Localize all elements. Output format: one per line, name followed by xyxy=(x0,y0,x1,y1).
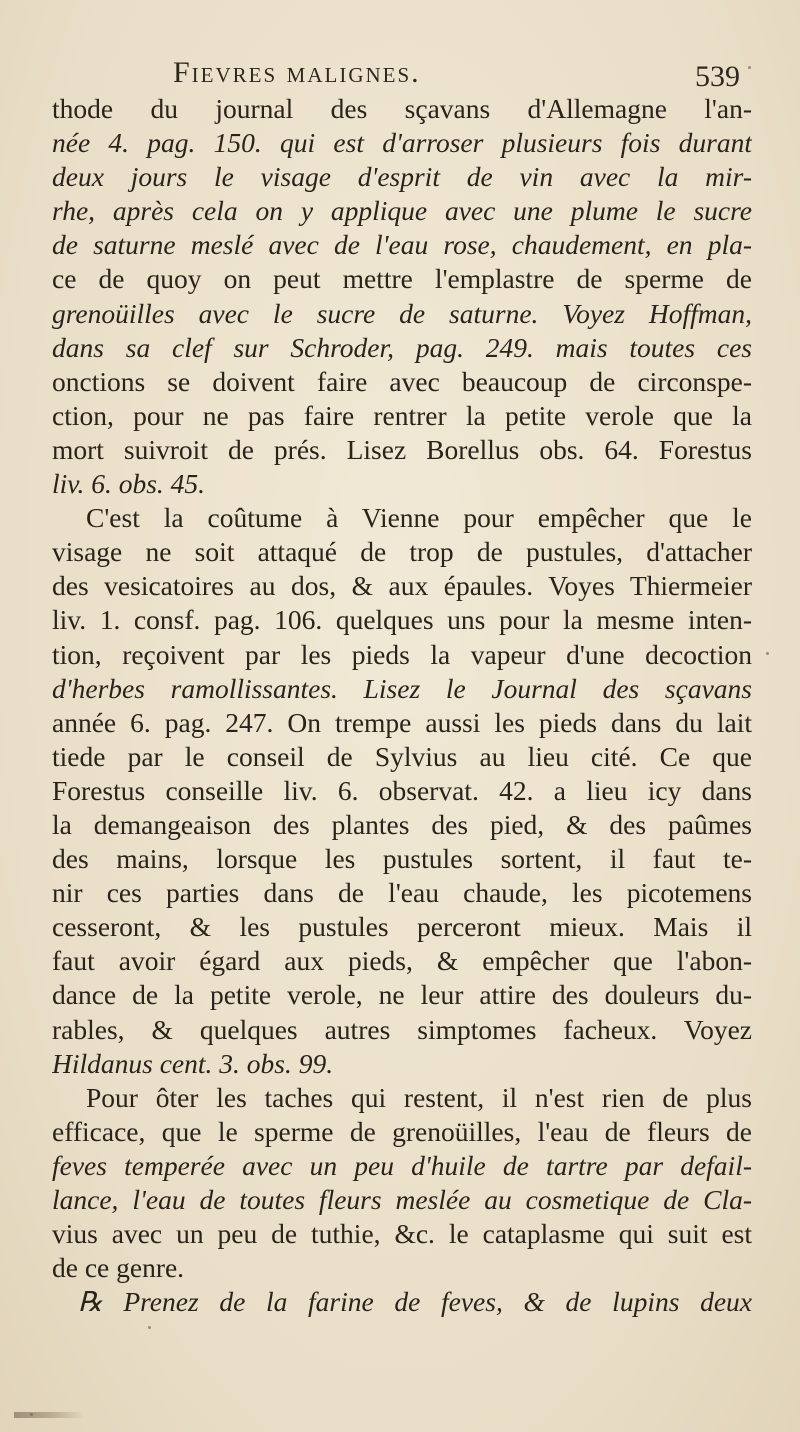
text-line: de ce genre. xyxy=(52,1252,185,1284)
text-line: liv. 1. consf. pag. 106. quelques uns pour la mesme inten- xyxy=(52,604,752,636)
text-line: ction, pour ne pas faire rentrer la petite verole que la xyxy=(52,399,752,431)
text-line: des vesicatoires au dos, & aux épaules. Voyes Thiermeier xyxy=(52,570,752,602)
page-number: 539 xyxy=(695,60,740,93)
text-line: rhe, après cela on y applique avec une plume le sucre xyxy=(52,195,752,227)
text-line: cesseront, & les pustules perceront mieux. Mais il xyxy=(52,911,752,943)
text-line: née 4. pag. 150. qui est d'arroser plusieurs fois durant xyxy=(52,127,752,159)
text-line: thode du journal des sçavans d'Allemagne l'an- xyxy=(52,93,752,124)
text-line: C'est la coûtume à Vienne pour empêcher que le xyxy=(86,502,752,534)
text-line: dance de la petite verole, ne leur attire des douleurs du- xyxy=(52,979,752,1011)
text-line: lance, l'eau de toutes fleurs meslée au cosmetique de Cla- xyxy=(52,1184,752,1215)
paper-speck xyxy=(766,652,769,655)
text-line: deux jours le visage d'esprit de vin avec la mir- xyxy=(52,161,752,193)
text-line: mort suivroit de prés. Lisez Borellus obs. 64. Forestus xyxy=(52,433,752,465)
body-text xyxy=(52,92,752,1319)
page-edge-mark xyxy=(14,1412,84,1418)
text-line: Pour ôter les taches qui restent, il n'est rien de plus xyxy=(86,1081,752,1113)
text-line: onctions se doivent faire avec beaucoup de circonspe- xyxy=(52,365,752,397)
text-line: ce de quoy on peut mettre l'emplastre de sperme de xyxy=(52,263,752,295)
text-line: Hildanus cent. 3. obs. 99. xyxy=(52,1047,334,1079)
text-line: de saturne meslé avec de l'eau rose, chaudement, en pla- xyxy=(52,229,752,261)
text-line: grenoüilles avec le sucre de saturne. Voyez Hoffman, xyxy=(52,297,752,329)
text-line: tiede par le conseil de Sylvius au lieu cité. Ce que xyxy=(52,740,752,772)
text-line: nir ces parties dans de l'eau chaude, les picotemens xyxy=(52,877,752,909)
text-line: efficace, que le sperme de grenoüilles, l'eau de fleurs de xyxy=(52,1115,752,1147)
text-line: visage ne soit attaqué de trop de pustules, d'attacher xyxy=(52,536,752,568)
text-line: tion, reçoivent par les pieds la vapeur d'une decoction xyxy=(52,638,752,670)
text-line: feves temperée avec un peu d'huile de tartre par defail- xyxy=(52,1149,752,1181)
text-line: la demangeaison des plantes des pied, & des paûmes xyxy=(52,808,752,840)
text-line: dans sa clef sur Schroder, pag. 249. mais toutes ces xyxy=(52,331,752,363)
running-title: Fievres malignes. xyxy=(173,56,421,89)
text-line: liv. 6. obs. 45. xyxy=(52,468,206,500)
paper-speck xyxy=(748,66,751,69)
text-line: des mains, lorsque les pustules sortent, il faut te- xyxy=(52,843,752,875)
text-line: ℞ Prenez de la farine de feves, & de lupins deux xyxy=(78,1286,752,1318)
paper-speck xyxy=(148,1326,151,1329)
text-line: rables, & quelques autres simptomes facheux. Voyez xyxy=(52,1013,752,1045)
text-line: année 6. pag. 247. On trempe aussi les pieds dans du lait xyxy=(52,706,752,738)
text-line: Forestus conseille liv. 6. observat. 42. a lieu icy dans xyxy=(52,774,752,806)
text-line: d'herbes ramollissantes. Lisez le Journal des sçavans xyxy=(52,672,752,704)
text-line: vius avec un peu de tuthie, &c. le cataplasme qui suit est xyxy=(52,1218,752,1250)
text-line: faut avoir égard aux pieds, & empêcher que l'abon- xyxy=(52,945,752,977)
